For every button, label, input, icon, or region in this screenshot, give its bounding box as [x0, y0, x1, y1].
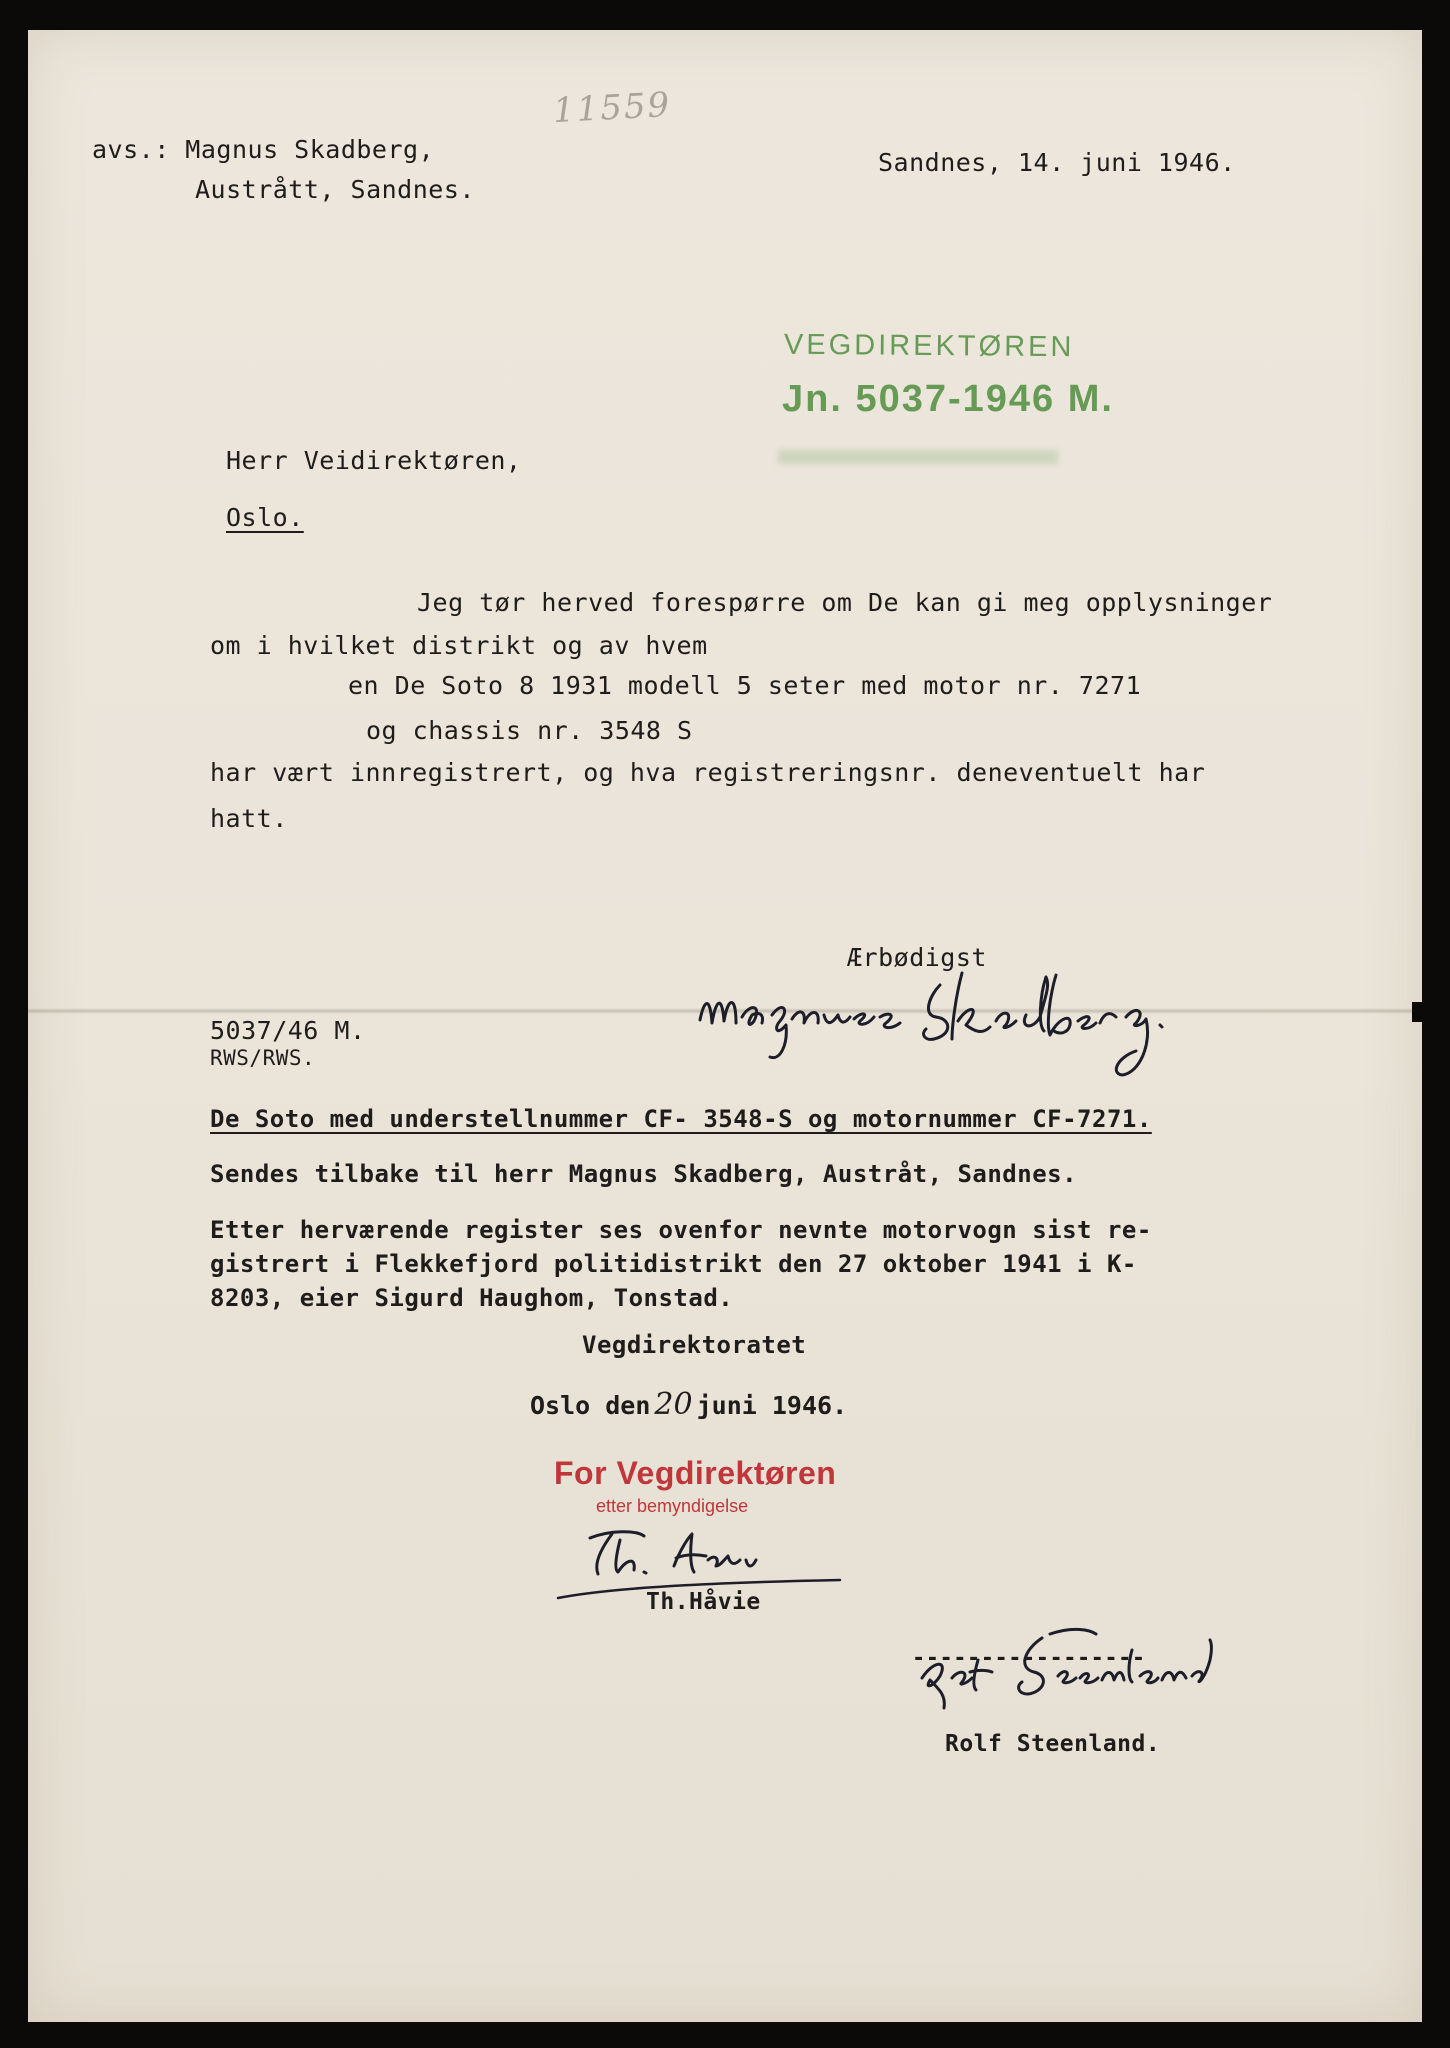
reply-paragraph-1: Sendes tilbake til herr Magnus Skadberg, Austråt, Sandnes.: [210, 1160, 1078, 1188]
reply-office: Vegdirektoratet: [582, 1331, 807, 1359]
body-line-2: om i hvilket distrikt og av hvem: [210, 631, 708, 660]
signature-magnus-skadberg: [690, 965, 1250, 1085]
received-stamp-smudge: [778, 450, 1058, 464]
page-edge-notch: [1412, 1002, 1426, 1022]
reply-initials: RWS/RWS.: [210, 1046, 316, 1070]
body-line-6: hatt.: [210, 804, 288, 833]
signature-rolf-steenland: [900, 1620, 1220, 1730]
signer-1-name: Th.Håvie: [646, 1589, 761, 1615]
recipient-line-2: Oslo.: [226, 503, 304, 532]
received-stamp-number: Jn. 5037-1946 M.: [782, 378, 1114, 420]
body-line-5: har vært innregistrert, og hva registreringsnr. deneventuelt har: [210, 758, 1206, 787]
body-line-3: en De Soto 8 1931 modell 5 seter med motor nr. 7271: [348, 671, 1142, 700]
reply-date-prefix: Oslo den: [530, 1391, 651, 1420]
received-stamp-title: VEGDIREKTØREN: [783, 328, 1075, 364]
red-stamp-subtitle: etter bemyndigelse: [596, 1496, 749, 1516]
body-line-4: og chassis nr. 3548 S: [366, 716, 693, 745]
reply-date: [530, 1387, 847, 1422]
red-stamp-title: For Vegdirektøren: [554, 1455, 837, 1491]
reply-paragraph-2-line-2: gistrert i Flekkefjord politidistrikt den 27 oktober 1941 i K-: [210, 1250, 1137, 1278]
reply-reference: 5037/46 M.: [210, 1016, 366, 1045]
sender-line-2: Austrått, Sandnes.: [195, 175, 475, 204]
reply-paragraph-2-line-1: Etter herværende register ses ovenfor nevnte motorvogn sist re-: [210, 1216, 1152, 1244]
reply-paragraph-2-line-3: 8203, eier Sigurd Haughom, Tonstad.: [210, 1284, 734, 1312]
pencil-archive-number: 11559: [552, 84, 673, 132]
signer-2-name: Rolf Steenland.: [945, 1731, 1161, 1757]
place-date: Sandnes, 14. juni 1946.: [878, 148, 1236, 177]
reply-subject: De Soto med understellnummer CF- 3548-S og motornummer CF-7271.: [210, 1105, 1152, 1133]
sender-line-1: avs.: Magnus Skadberg,: [92, 135, 435, 164]
recipient-line-1: Herr Veidirektøren,: [226, 446, 522, 475]
signer-2-dash-line: -----------------: [912, 1646, 1146, 1671]
body-line-1: Jeg tør herved forespørre om De kan gi meg opplysninger: [417, 588, 1273, 617]
closing: Ærbødigst: [847, 943, 987, 972]
reply-date-suffix: juni 1946.: [696, 1391, 848, 1420]
reply-date-handwritten-day: 20: [654, 1387, 693, 1422]
